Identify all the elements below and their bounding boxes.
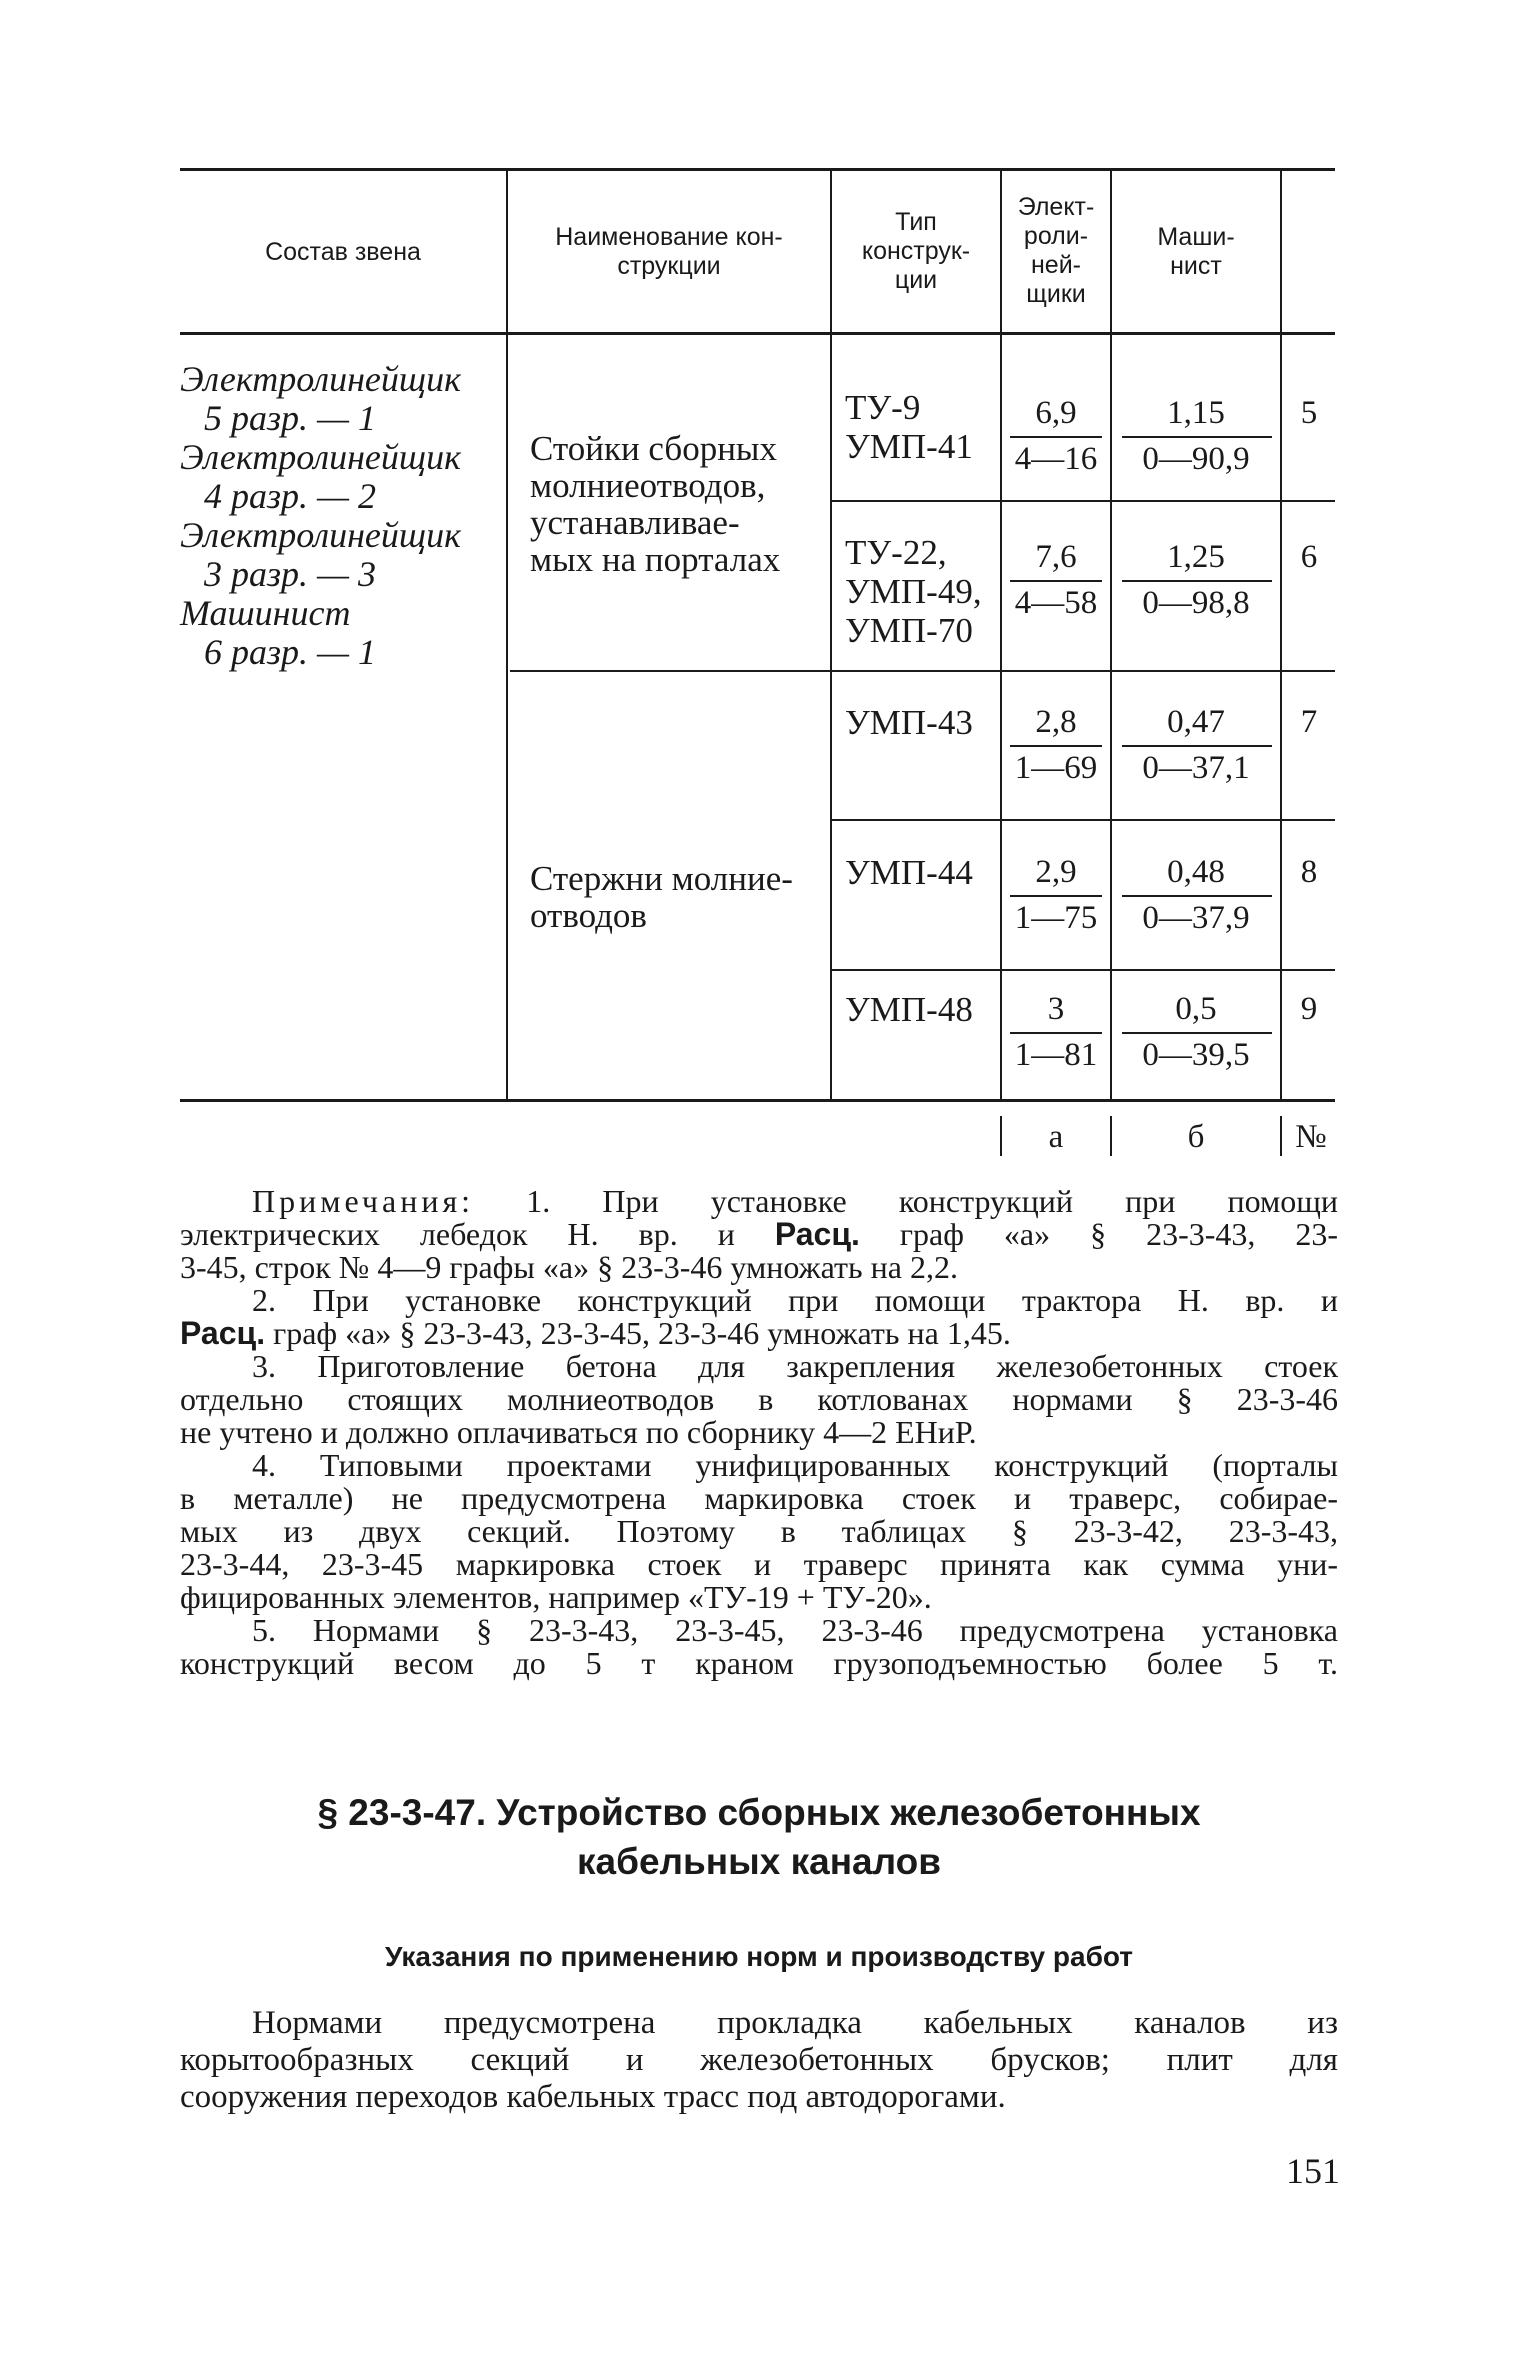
row-separator [832, 819, 1335, 821]
table-bottom-rule [180, 1099, 1335, 1102]
notes-label: Примечания: [252, 1183, 475, 1219]
row-separator [832, 500, 1335, 502]
rate-value: 1—69 [1014, 750, 1098, 786]
rate-value: 0—90,9 [1142, 441, 1250, 477]
row-number: 8 [1300, 854, 1318, 890]
crew-line: Электролинейщик [180, 515, 461, 555]
row-number: 9 [1300, 991, 1318, 1027]
note-text: 1. При установке конструкций при помощи [526, 1183, 1338, 1219]
column-label-a: а [1048, 1119, 1064, 1155]
construction-name-posts: Стойки сборных молниеотводов, устанавливае- мых на порталах [530, 429, 781, 579]
fraction-line [1122, 895, 1272, 897]
footer-tick [1280, 1116, 1282, 1156]
crew-line: 4 разр. — 2 [204, 476, 377, 516]
rate-value: 0—39,5 [1142, 1037, 1250, 1073]
fraction-line [1010, 580, 1102, 582]
rate-value: 0—37,1 [1142, 750, 1250, 786]
note-3-line: не учтено и должно оплачиваться по сборнику 4—2 ЕНиР. [180, 1414, 977, 1450]
fraction-line [1122, 745, 1272, 747]
crew-line: Электролинейщик [180, 359, 461, 399]
header-construction-type: Тип конструк- ции [861, 208, 971, 294]
note-text: граф «а» § 23-3-43, 23-3-45, 23-3-46 умножать на 1,45. [273, 1315, 1011, 1351]
note-bold-term: Расц. [180, 1315, 266, 1351]
note-2-line: 2. При установке конструкций при помощи трактора Н. вр. и [252, 1282, 1338, 1318]
body-line: Нормами предусмотрена прокладка кабельных каналов из [252, 2005, 1338, 2041]
note-2-line [180, 1317, 1338, 1350]
norm-value: 2,8 [1035, 704, 1077, 740]
header-machinist: Маши- нист [1157, 223, 1235, 280]
page-number: 151 [1286, 2151, 1340, 2191]
column-label-b: б [1187, 1119, 1205, 1155]
note-4-line: 4. Типовыми проектами унифицированных конструкций (порталы [252, 1447, 1338, 1483]
norm-value: 1,25 [1167, 539, 1225, 575]
row-type: УМП-44 [845, 853, 973, 892]
note-4-line: в металле) не предусмотрена маркировка стоек и траверс, собирае- [180, 1480, 1338, 1516]
crew-line: Машинист [180, 593, 351, 633]
note-1-line [180, 1218, 1338, 1251]
section-subtitle: Указания по применению норм и производству работ [385, 1941, 1133, 1972]
rate-value: 1—81 [1014, 1037, 1098, 1073]
note-3-line: 3. Приготовление бетона для закрепления железобетонных стоек [252, 1348, 1338, 1384]
col-line [830, 168, 832, 1099]
note-4-line: 23-3-44, 23-3-45 маркировка стоек и траверс принята как сумма уни- [180, 1546, 1338, 1582]
norm-value: 0,48 [1167, 854, 1225, 890]
note-5-line: конструкций весом до 5 т краном грузоподъемностью более 5 т. [180, 1645, 1338, 1681]
section-title [180, 1788, 1338, 1886]
fraction-line [1122, 436, 1272, 438]
notes [180, 1185, 1338, 1680]
fraction-line [1010, 436, 1102, 438]
section-title-line: § 23-3-47. Устройство сборных железобетонных [317, 1792, 1201, 1833]
col-line [1110, 168, 1112, 1099]
row-type: УМП-48 [845, 990, 973, 1029]
fraction-line [1010, 1032, 1102, 1034]
norm-value: 2,9 [1035, 854, 1077, 890]
crew-line: 6 разр. — 1 [204, 632, 377, 672]
group-separator [510, 670, 1335, 672]
note-4-line: фицированных элементов, например «ТУ-19 + ТУ-20». [180, 1579, 932, 1615]
norm-value: 3 [1047, 991, 1065, 1027]
norm-value: 6,9 [1035, 395, 1077, 431]
column-label-number: № [1295, 1119, 1327, 1155]
norm-value: 1,15 [1167, 395, 1225, 431]
rate-value: 4—16 [1014, 441, 1098, 477]
note-1-line [180, 1185, 1338, 1218]
note-4-line: мых из двух секций. Поэтому в таблицах § 23-3-42, 23-3-43, [180, 1513, 1338, 1549]
rate-value: 0—98,8 [1142, 585, 1250, 621]
note-bold-term: Расц. [774, 1216, 860, 1252]
norm-value: 0,5 [1175, 991, 1217, 1027]
body-line: корытообразных секций и железобетонных брусков; плит для [180, 2042, 1338, 2078]
norms-table [180, 168, 1335, 1168]
row-separator [832, 969, 1335, 971]
note-text: граф «а» § 23-3-43, 23- [899, 1216, 1339, 1252]
fraction-line [1122, 1032, 1272, 1034]
construction-name-rods: Стержни молние- отводов [530, 859, 793, 935]
note-text: электрических лебедок Н. вр. и [180, 1216, 735, 1252]
row-number: 5 [1300, 395, 1318, 431]
body-line: сооружения переходов кабельных трасс под автодорогами. [180, 2079, 1006, 2115]
rate-value: 1—75 [1014, 900, 1098, 936]
section-body [180, 2005, 1338, 2116]
crew-composition [180, 360, 500, 672]
row-type: УМП-43 [845, 703, 973, 742]
note-5-line: 5. Нормами § 23-3-43, 23-3-45, 23-3-46 предусмотрена установка [252, 1612, 1338, 1648]
rate-value: 0—37,9 [1142, 900, 1250, 936]
row-number: 7 [1300, 704, 1318, 740]
crew-line: 3 разр. — 3 [204, 554, 377, 594]
col-line [1280, 168, 1282, 1099]
note-1-line: 3-45, строк № 4—9 графы «а» § 23-3-46 умножать на 2,2. [180, 1249, 958, 1285]
norm-value: 0,47 [1167, 704, 1225, 740]
col-line [506, 168, 508, 1099]
rate-value: 4—58 [1014, 585, 1098, 621]
table-top-rule [180, 168, 1335, 171]
section-title-line: кабельных каналов [577, 1841, 941, 1882]
row-type: ТУ-22, УМП-49, УМП-70 [845, 533, 982, 650]
header-electricians: Элект- роли- ней- щики [1017, 193, 1095, 308]
header-construction-name: Наименование кон- струкции [555, 223, 783, 280]
crew-line: Электролинейщик [180, 437, 461, 477]
header-composition: Состав звена [265, 238, 421, 266]
header-bottom-rule [180, 332, 1335, 335]
row-number: 6 [1300, 539, 1318, 575]
row-type: ТУ-9 УМП-41 [845, 388, 973, 466]
fraction-line [1010, 895, 1102, 897]
crew-line: 5 разр. — 1 [204, 398, 377, 438]
fraction-line [1122, 580, 1272, 582]
fraction-line [1010, 745, 1102, 747]
norm-value: 7,6 [1035, 539, 1077, 575]
note-3-line: отдельно стоящих молниеотводов в котлованах нормами § 23-3-46 [180, 1381, 1338, 1417]
